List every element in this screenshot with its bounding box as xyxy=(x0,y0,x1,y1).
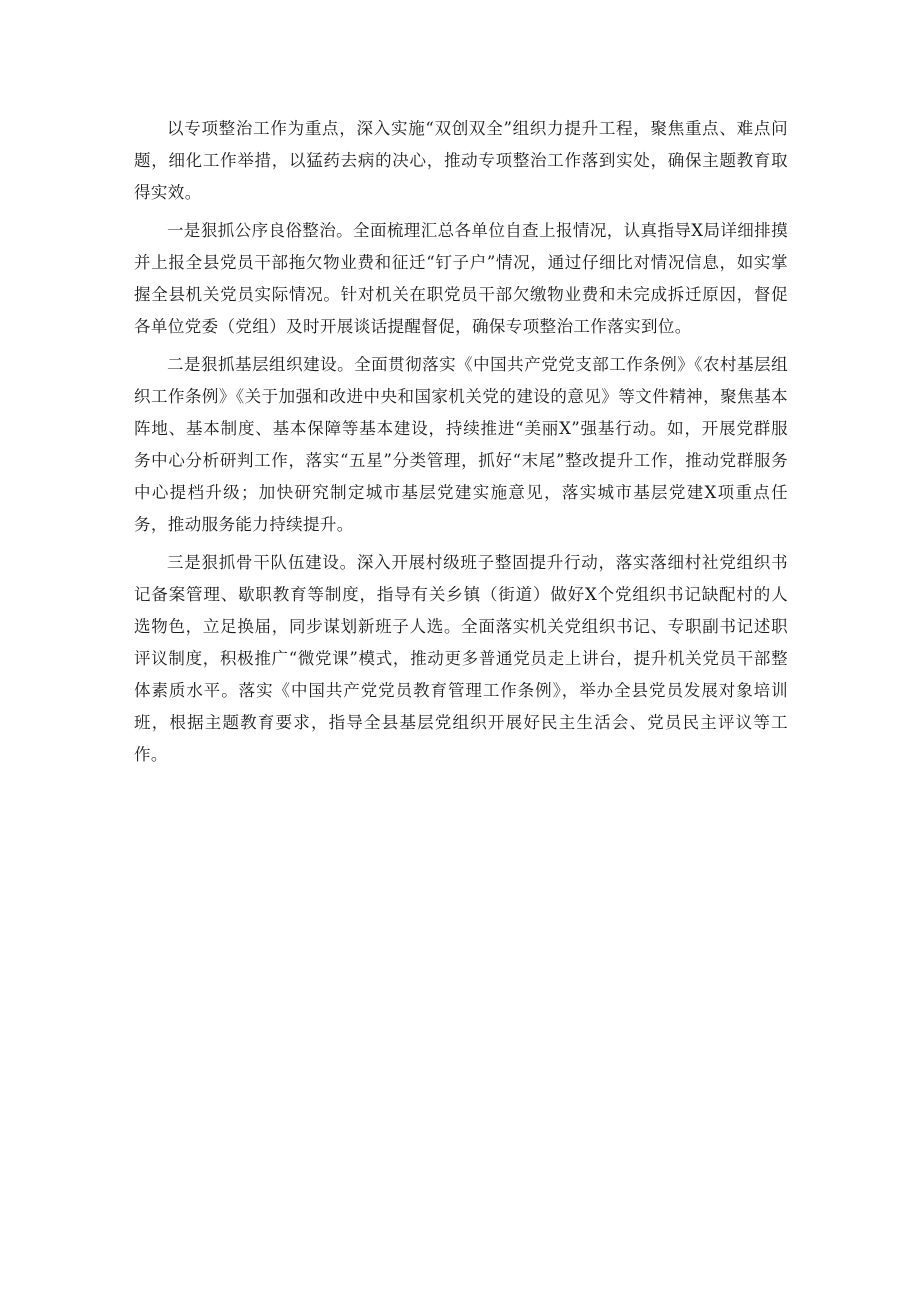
paragraph-grassroots-organization: 二是狠抓基层组织建设。全面贯彻落实《中国共产党党支部工作条例》《农村基层组织工作条例》《关于加强和改进中央和国家机关党的建设的意见》等文件精神，聚焦基本阵地、基本制度、基本保障等基本建设，持续推进“美丽X”强基行动。如，开展党群服务中心分析研判工作，落实“五星”分类管理，抓好“末尾”整改提升工作，推动党群服务中心提档升级；加快研究制定城市基层党建实施意见，落实城市基层党建X项重点任务，推动服务能力持续提升。 xyxy=(134,355,788,534)
paragraph-public-order: 一是狠抓公序良俗整治。全面梳理汇总各单位自查上报情况，认真指导X局详细排摸并上报全县党员干部拖欠物业费和征迁“钉子户”情况，通过仔细比对情况信息，如实掌握全县机关党员实际情况。针对机关在职党员干部欠缴物业费和未完成拆迁原因，督促各单位党委（党组）及时开展谈话提醒督促，确保专项整治工作落实到位。 xyxy=(134,221,788,336)
document-body xyxy=(134,113,788,777)
paragraph-intro: 以专项整治工作为重点，深入实施“双创双全”组织力提升工程，聚焦重点、难点问题，细化工作举措，以猛药去病的决心，推动专项整治工作落到实处，确保主题教育取得实效。 xyxy=(134,119,788,202)
paragraph-backbone-team: 三是狠抓骨干队伍建设。深入开展村级班子整固提升行动，落实落细村社党组织书记备案管理、歇职教育等制度，指导有关乡镇（街道）做好X个党组织书记缺配村的人选物色，立足换届，同步谋划新班子人选。全面落实机关党组织书记、专职副书记述职评议制度，积极推广“微党课”模式，推动更多普通党员走上讲台，提升机关党员干部整体素质水平。落实《中国共产党党员教育管理工作条例》，举办全县党员发展对象培训班，根据主题教育要求，指导全县基层党组织开展好民主生活会、党员民主评议等工作。 xyxy=(134,553,788,764)
